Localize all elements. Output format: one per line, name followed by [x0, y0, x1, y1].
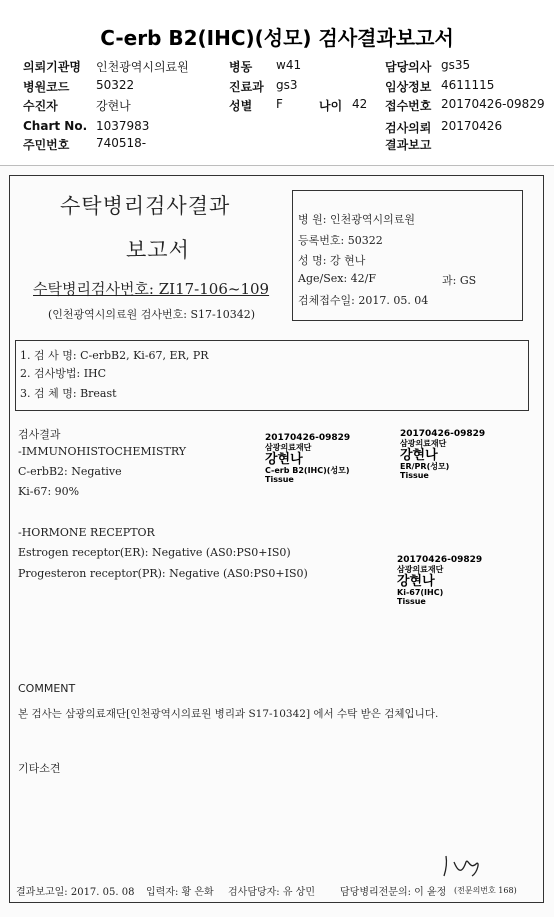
patient-value: 강현나 — [96, 99, 131, 113]
age-label: 나이 — [319, 99, 343, 113]
comment-heading: COMMENT — [18, 682, 76, 695]
report-main-title-2: 보고서 — [126, 238, 190, 262]
sex-label: 성별 — [229, 99, 253, 113]
report-title: C-erb B2(IHC)(성모) 검사결과보고서 — [100, 26, 454, 50]
info-dept: 과: GS — [442, 274, 477, 287]
specimen-label-ki67: 20170426-09829 삼광의료재단 강현나 Ki-67(IHC) Tissue — [397, 555, 483, 606]
test-staff: 검사담당자: 유 상민 — [228, 887, 316, 898]
entered-by: 입력자: 황 은화 — [146, 887, 214, 898]
report-main-title: 수탁병리검사결과 — [60, 194, 231, 218]
ki67-result: Ki-67: 90% — [18, 485, 80, 498]
rrn-label: 주민번호 — [23, 138, 70, 152]
results-heading: 검사결과 — [18, 428, 61, 441]
info-received-date: 검체접수일: 2017. 05. 04 — [298, 294, 429, 307]
institution-label: 의뢰기관명 — [23, 60, 81, 74]
specimen-label-erpr: 20170426-09829 삼광의료재단 강현나 ER/PR(성모) Tissue — [400, 429, 486, 480]
institution-value: 인천광역시의료원 — [96, 60, 189, 74]
hospital-code-label: 병원코드 — [23, 80, 70, 94]
er-result: Estrogen receptor(ER): Negative (AS0:PS0+IS0) — [18, 546, 291, 559]
rrn-value: 740518- — [96, 136, 147, 150]
request-date-value: 20170426 — [441, 119, 503, 133]
comment-text: 본 검사는 삼광의료재단[인천광역시의료원 병리과 S17-10342] 에서 수탁 받은 검체입니다. — [18, 708, 439, 720]
license-number: (전문의번호 168) — [454, 886, 517, 895]
clinical-info-value: 4611115 — [441, 78, 495, 92]
dept-value: gs3 — [276, 78, 298, 92]
other-findings-heading: 기타소견 — [18, 762, 61, 775]
info-hospital: 병 원: 인천광역시의료원 — [298, 213, 415, 226]
ihc-heading: -IMMUNOHISTOCHEMISTRY — [18, 445, 187, 458]
doctor-value: gs35 — [441, 58, 471, 72]
receipt-no-value: 20170426-09829 — [441, 97, 545, 111]
ward-label: 병동 — [229, 60, 253, 74]
doctor-label: 담당의사 — [385, 60, 432, 74]
receipt-no-label: 접수번호 — [385, 99, 432, 113]
info-age-sex: Age/Sex: 42/F — [298, 272, 376, 285]
request-date-label: 검사의뢰 — [385, 121, 432, 135]
chart-no-label: Chart No. — [23, 119, 88, 133]
cerb-result: C-erbB2: Negative — [18, 465, 122, 478]
ward-value: w41 — [276, 58, 302, 72]
info-reg-no: 등록번호: 50322 — [298, 234, 383, 247]
chart-no-value: 1037983 — [96, 119, 150, 133]
patient-label: 수진자 — [23, 99, 58, 113]
consignment-number: 수탁병리검사번호: ZI17-106~109 — [33, 280, 270, 298]
dept-label: 진료과 — [229, 80, 264, 94]
clinical-info-label: 임상정보 — [385, 80, 432, 94]
pr-result: Progesteron receptor(PR): Negative (AS0:PS0+IS0) — [18, 567, 308, 580]
sex-value: F — [276, 97, 283, 111]
hormone-heading: -HORMONE RECEPTOR — [18, 526, 155, 539]
specimen-name: 3. 검 체 명: Breast — [20, 387, 117, 400]
test-name: 1. 검 사 명: C-erbB2, Ki-67, ER, PR — [20, 349, 209, 362]
pathologist: 담당병리전문의: 이 윤정 — [340, 887, 447, 898]
info-name: 성 명: 강 현나 — [298, 254, 366, 267]
age-value: 42 — [352, 97, 368, 111]
test-method: 2. 검사방법: IHC — [20, 367, 107, 380]
report-date: 결과보고일: 2017. 05. 08 — [16, 887, 135, 898]
hospital-code-value: 50322 — [96, 78, 135, 92]
hospital-test-number: (인천광역시의료원 검사번호: S17-10342) — [48, 308, 256, 321]
specimen-label-cerb: 20170426-09829 삼광의료재단 강현나 C-erb B2(IHC)(성모) Tissue — [265, 433, 351, 484]
pathologist-signature — [438, 852, 490, 880]
result-report-label: 결과보고 — [385, 138, 432, 152]
